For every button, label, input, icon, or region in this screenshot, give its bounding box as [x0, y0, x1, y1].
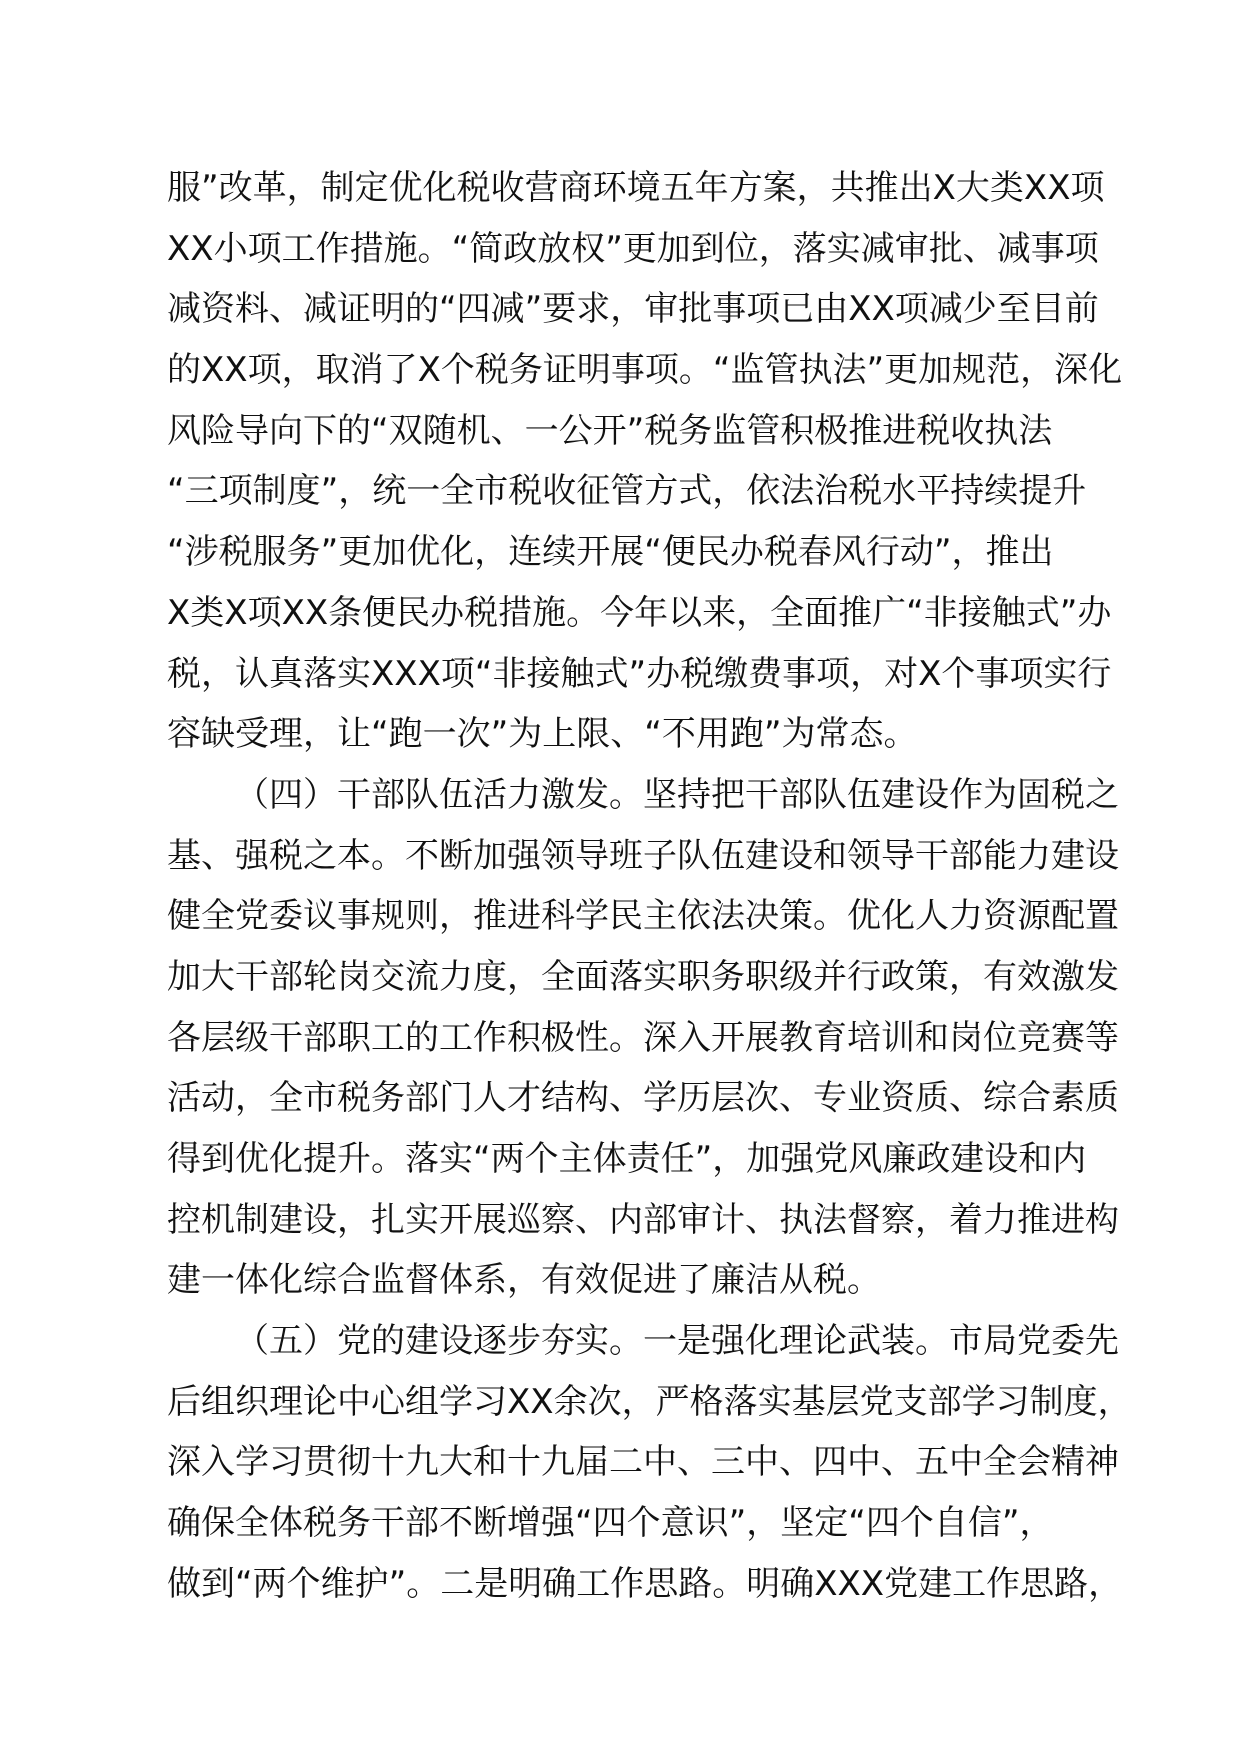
text-line: 后组织理论中心组学习XX余次，严格落实基层党支部学习制度， — [167, 1381, 1132, 1422]
text-line: 减资料、减证明的“四减”要求，审批事项已由XX项减少至目前 — [167, 289, 1099, 330]
text-line: 加大干部轮岗交流力度，全面落实职务职级并行政策，有效激发 — [167, 956, 1119, 997]
text-line: 确保全体税务干部不断增强“四个意识”，坚定“四个自信”， — [167, 1503, 1054, 1544]
text-line: 风险导向下的“双随机、一公开”税务监管积极推进税收执法 — [167, 410, 1053, 451]
text-line: XX小项工作措施。“简政放权”更加到位，落实减审批、减事项 — [167, 228, 1099, 269]
text-line: “涉税服务”更加优化，连续开展“便民办税春风行动”，推出 — [167, 532, 1054, 573]
text-line: 各层级干部职工的工作积极性。深入开展教育培训和岗位竞赛等 — [167, 1017, 1119, 1058]
text-line: 做到“两个维护”。二是明确工作思路。明确XXX党建工作思路， — [167, 1563, 1123, 1604]
text-line: 健全党委议事规则，推进科学民主依法决策。优化人力资源配置 — [167, 896, 1119, 937]
text-line: 深入学习贯彻十九大和十九届二中、三中、四中、五中全会精神 — [167, 1442, 1119, 1483]
text-line: 得到优化提升。落实“两个主体责任”，加强党风廉政建设和内 — [167, 1139, 1087, 1179]
text-line: 的XX项，取消了X个税务证明事项。“监管执法”更加规范，深化 — [167, 350, 1123, 391]
section-heading-line: （四）干部队伍活力激发。坚持把干部队伍建设作为固税之 — [235, 774, 1119, 815]
text-line: 容缺受理，让“跑一次”为上限、“不用跑”为常态。 — [167, 714, 918, 755]
text-line: “三项制度”，统一全市税收征管方式，依法治税水平持续提升 — [167, 471, 1087, 512]
body-text — [167, 158, 1132, 1615]
text-line: 控机制建设，扎实开展巡察、内部审计、执法督察，着力推进构 — [167, 1199, 1119, 1240]
text-line: 基、强税之本。不断加强领导班子队伍建设和领导干部能力建设 — [167, 835, 1119, 876]
text-line: 活动，全市税务部门人才结构、学历层次、专业资质、综合素质 — [167, 1078, 1119, 1119]
text-line: 服”改革，制定优化税收营商环境五年方案，共推出X大类XX项 — [167, 168, 1105, 208]
text-line: 税，认真落实XXX项“非接触式”办税缴费事项，对X个事项实行 — [167, 653, 1112, 694]
text-line: 建一体化综合监督体系，有效促进了廉洁从税。 — [167, 1260, 881, 1301]
text-line: X类X项XX条便民办税措施。今年以来，全面推广“非接触式”办 — [167, 592, 1112, 633]
section-heading-line: （五）党的建设逐步夯实。一是强化理论武装。市局党委先 — [235, 1321, 1119, 1362]
